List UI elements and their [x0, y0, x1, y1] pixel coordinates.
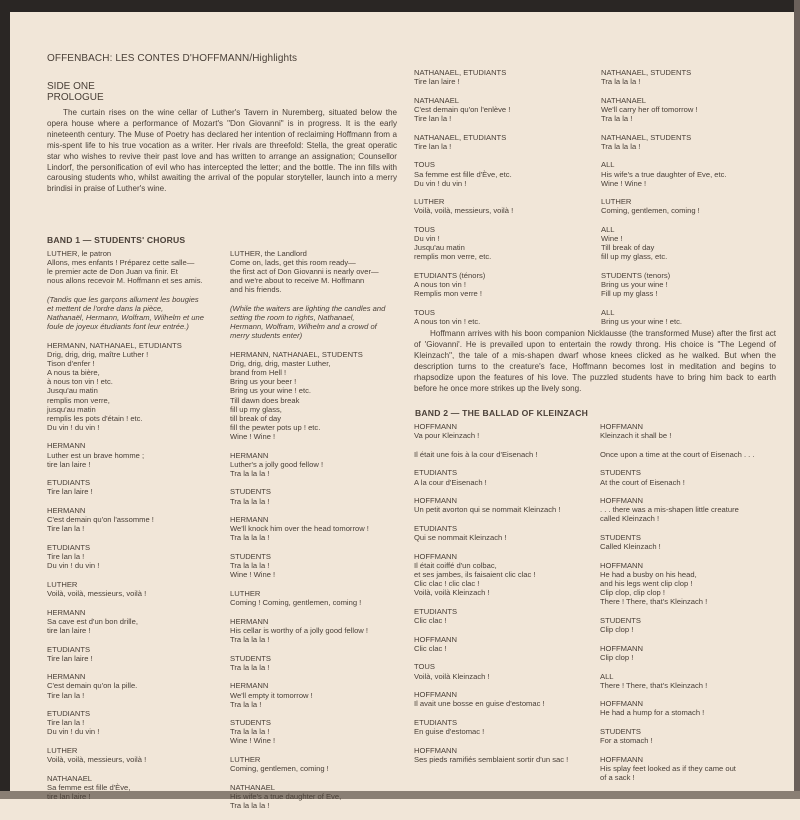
libretto-line: En guise d'estomac ! — [414, 727, 485, 737]
libretto-line: STUDENTS — [600, 727, 641, 737]
libretto-line: HOFFMANN — [414, 422, 458, 431]
libretto-page — [10, 12, 794, 811]
dialogue-block — [47, 441, 227, 468]
dialogue-block — [414, 607, 599, 625]
dialogue-block — [47, 341, 227, 432]
libretto-line: Hermann, Wolfram, Wilhelm and a crowd of — [230, 322, 377, 332]
libretto-line: NATHANAEL — [414, 95, 460, 105]
band1-cont-english-column — [601, 68, 781, 336]
libretto-line: Luther's a jolly good fellow ! — [230, 459, 324, 469]
libretto-line: STUDENTS — [230, 487, 271, 497]
libretto-line: et mettent de l'ordre dans la pièce, — [47, 304, 164, 314]
libretto-line: Du vin ! du vin ! — [47, 727, 100, 737]
libretto-line: ALL — [601, 307, 615, 317]
dialogue-block — [47, 478, 227, 496]
libretto-line: HOFFMANN — [600, 754, 644, 764]
libretto-line: Voilà, voilà, messieurs, voilà ! — [47, 588, 147, 598]
dialogue-block — [230, 654, 408, 672]
libretto-line: brand from Hell ! — [230, 368, 287, 378]
dialogue-block — [601, 133, 781, 151]
libretto-line: C'est demain qu'on la pille. — [47, 681, 138, 691]
dialogue-block — [414, 160, 599, 187]
libretto-line: tire lan laire ! — [47, 625, 91, 635]
libretto-line: NATHANAEL — [47, 773, 93, 783]
side-label: SIDE ONE — [47, 81, 95, 92]
libretto-line: LUTHER — [47, 746, 78, 756]
libretto-line: Qui se nommait Kleinzach ! — [414, 533, 507, 543]
libretto-line: Bring us your wine ! etc. — [230, 386, 312, 396]
libretto-line: Tra la la la ! — [230, 727, 270, 737]
libretto-line: Tire lan laire ! — [47, 653, 93, 663]
libretto-line: jusqu'au matin — [47, 404, 96, 414]
libretto-line: HOFFMANN — [600, 643, 644, 653]
dialogue-block — [600, 672, 780, 690]
libretto-line: His wife's a true daughter of Eve, etc. — [601, 169, 727, 179]
libretto-line: fill up my glass, — [230, 404, 282, 414]
libretto-line: We'll carry her off tomorrow ! — [601, 104, 698, 114]
libretto-line: . . . there was a mis-shapen little creature — [600, 505, 739, 515]
libretto-line: We'll empty it tomorrow ! — [230, 690, 313, 700]
dialogue-block — [230, 487, 408, 505]
libretto-line: ETUDIANTS — [414, 718, 458, 727]
libretto-line: ETUDIANTS — [47, 543, 91, 552]
band1-heading: BAND 1 — STUDENTS' CHORUS — [47, 235, 186, 245]
dialogue-block — [600, 450, 780, 459]
libretto-line: Va pour Kleinzach ! — [414, 431, 480, 441]
libretto-line: Tra la la la ! — [230, 634, 270, 644]
libretto-line: Tire lan la ! — [47, 552, 85, 562]
libretto-line: Tra la la ! — [230, 699, 262, 709]
dialogue-block — [601, 197, 781, 215]
dialogue-block — [47, 506, 227, 533]
libretto-line: Tra la la la ! — [230, 533, 270, 543]
libretto-line: remplis mon verre, etc. — [414, 252, 492, 262]
libretto-line: Du vin ! du vin ! — [47, 561, 100, 571]
libretto-line: Luther est un brave homme ; — [47, 450, 145, 460]
libretto-line: Tra la la la ! — [230, 561, 270, 571]
libretto-line: Sa cave est d'un bon drille, — [47, 616, 138, 626]
libretto-line: HOFFMANN — [414, 496, 458, 506]
dialogue-block — [600, 755, 780, 782]
libretto-line: merry students enter) — [230, 331, 303, 341]
libretto-line: of a sack ! — [600, 773, 635, 783]
libretto-line: Tison d'enfer ! — [47, 359, 95, 369]
dialogue-block — [414, 68, 599, 86]
libretto-line: LUTHER, the Landlord — [230, 249, 307, 258]
libretto-line: We'll knock him over the head tomorrow ! — [230, 524, 369, 534]
libretto-line: Drig, drig, drig, master Luther, — [230, 359, 331, 369]
band2-english-column — [600, 422, 780, 792]
dialogue-block — [414, 468, 599, 486]
libretto-line: et ses jambes, ils faisaient clic clac ! — [414, 570, 536, 579]
libretto-line: Jusqu'au matin — [47, 386, 98, 396]
libretto-line: Wine ! Wine ! — [230, 431, 276, 441]
libretto-line: ALL — [601, 160, 615, 170]
libretto-line: fill the pewter pots up ! etc. — [230, 422, 321, 432]
dialogue-block — [47, 543, 227, 570]
libretto-line: HERMANN, NATHANAEL, ETUDIANTS — [47, 340, 182, 350]
dialogue-block — [230, 515, 408, 542]
libretto-line: Sa femme est fille d'Ève, — [47, 782, 131, 792]
libretto-line: NATHANAEL, STUDENTS — [601, 132, 692, 142]
story-text: Hoffmann arrives with his boon companion Nicklausse (the transformed Muse) after the first act of 'Giovanni'. He is prevailed upon to entertain the rowdy throng. His choice is "The Legend of Kleinzach", the tale of a mis-shapen dwarf whose knees clicked as he walked. But when the description turns to the creature's face, Hoffmann becomes lost in meditation and begins to rhapsodize upon the features of his love. The puzzled students have to bring him back to earth before he once more strikes up the lively song. — [414, 329, 776, 393]
libretto-line: TOUS — [414, 662, 435, 672]
libretto-line: Du vin ! du vin ! — [47, 422, 100, 432]
libretto-line: tire lan laire ! — [47, 792, 91, 802]
dialogue-block — [414, 422, 599, 440]
libretto-line: Till break of day — [601, 243, 655, 253]
dialogue-block — [414, 662, 599, 680]
scan-edge-left — [0, 0, 10, 799]
dialogue-block — [601, 308, 781, 326]
libretto-line: Sa femme est fille d'Ève, etc. — [414, 169, 512, 179]
libretto-line: ALL — [600, 671, 614, 681]
libretto-line: Voilà, voilà, messieurs, voilà ! — [47, 755, 147, 765]
libretto-line: HERMANN — [47, 441, 86, 451]
libretto-line: Clic clac ! — [414, 643, 447, 653]
libretto-line: HERMANN — [47, 607, 86, 617]
libretto-line: C'est demain qu'on l'enlève ! — [414, 104, 511, 114]
libretto-line: Tra la la ! — [601, 113, 633, 123]
libretto-line: Bring us your wine ! — [601, 280, 668, 290]
libretto-line: Tire lan la ! — [47, 718, 85, 728]
libretto-line: HOFFMANN — [414, 551, 458, 561]
libretto-line: HOFFMANN — [414, 745, 458, 755]
libretto-line: Clip clop ! — [600, 652, 634, 662]
libretto-line: STUDENTS (tenors) — [601, 271, 671, 281]
libretto-line: TOUS — [414, 225, 435, 235]
libretto-line: Nathanaël, Hermann, Wolfram, Wilhelm et une — [47, 313, 204, 323]
dialogue-block — [47, 580, 227, 598]
dialogue-block — [414, 496, 599, 514]
libretto-line: Coming, gentlemen, coming ! — [230, 764, 329, 774]
libretto-line: Bring us your beer ! — [230, 377, 297, 387]
libretto-line: Voilà, voilà, messieurs, voilà ! — [414, 206, 514, 216]
libretto-line: HERMANN — [230, 515, 269, 525]
libretto-line: Coming, gentlemen, coming ! — [601, 206, 700, 216]
libretto-line: ETUDIANTS — [414, 524, 458, 534]
libretto-line: A nous ton vin ! — [414, 280, 466, 290]
libretto-line: Il était une fois à la cour d'Eisenach ! — [414, 449, 538, 459]
libretto-line: and we're about to receive M. Hoffmann — [230, 276, 365, 286]
prologue-paragraph — [47, 108, 397, 195]
libretto-line: STUDENTS — [600, 533, 641, 543]
libretto-line: Drig, drig, drig, maître Luther ! — [47, 350, 149, 360]
libretto-line: Voilà, voilà Kleinzach ! — [414, 671, 490, 681]
dialogue-block — [230, 783, 408, 810]
dialogue-block — [601, 160, 781, 187]
scan-edge-top — [0, 0, 800, 12]
libretto-line: ETUDIANTS (ténors) — [414, 271, 486, 281]
libretto-line: STUDENTS — [230, 718, 271, 728]
libretto-line: Jusqu'au matin — [414, 243, 465, 253]
libretto-line: and his friends. — [230, 285, 282, 295]
libretto-line: STUDENTS — [230, 552, 271, 562]
section-label: PROLOGUE — [47, 92, 104, 103]
libretto-line: Tra la la la ! — [601, 141, 641, 151]
libretto-line: Called Kleinzach ! — [600, 542, 661, 552]
libretto-line: (Tandis que les garçons allument les bougies — [47, 294, 199, 304]
dialogue-block — [414, 524, 599, 542]
libretto-line: tire lan laire ! — [47, 459, 91, 469]
dialogue-block — [230, 681, 408, 708]
libretto-line: TOUS — [414, 160, 435, 170]
libretto-line: Il avait une bosse en guise d'estomac ! — [414, 699, 545, 709]
libretto-line: ETUDIANTS — [414, 606, 458, 616]
libretto-line: Kleinzach it shall be ! — [600, 431, 672, 441]
dialogue-block — [600, 699, 780, 717]
dialogue-block — [601, 271, 781, 298]
libretto-line: Tra la la la ! — [230, 662, 270, 672]
libretto-line: His cellar is worthy of a jolly good fellow ! — [230, 625, 369, 635]
libretto-line: remplis les pots d'étain ! etc. — [47, 413, 143, 423]
stage-direction — [230, 304, 408, 340]
dialogue-block — [601, 96, 781, 123]
dialogue-block — [601, 68, 781, 86]
dialogue-block — [47, 709, 227, 736]
libretto-line: nous allons recevoir M. Hoffmann et ses amis. — [47, 276, 203, 286]
libretto-line: Fill up my glass ! — [601, 289, 658, 299]
libretto-line: Ses pieds ramifiés semblaient sortir d'un sac ! — [414, 754, 569, 764]
libretto-line: HERMANN, NATHANAEL, STUDENTS — [230, 350, 363, 360]
libretto-line: At the court of Eisenach ! — [600, 477, 685, 487]
libretto-line: à nous ton vin ! etc. — [47, 377, 113, 387]
libretto-line: LUTHER — [414, 197, 445, 207]
libretto-line: Once upon a time at the court of Eisenach . . . — [600, 449, 755, 459]
libretto-line: His splay feet looked as if they came out — [600, 763, 736, 773]
libretto-line: NATHANAEL — [230, 782, 276, 792]
libretto-line: Till dawn does break — [230, 395, 300, 405]
libretto-line: Du vin ! du vin ! — [414, 178, 467, 188]
libretto-line: LUTHER — [230, 755, 261, 765]
dialogue-block — [230, 552, 408, 579]
dialogue-block — [47, 774, 227, 801]
libretto-line: He had a hump for a stomach ! — [600, 708, 705, 718]
libretto-line: HOFFMANN — [600, 422, 644, 431]
libretto-line: setting the room to rights, Nathanael, — [230, 313, 355, 323]
libretto-line: LUTHER — [601, 197, 632, 207]
libretto-line: NATHANAEL, ETUDIANTS — [414, 132, 507, 142]
libretto-line: STUDENTS — [230, 653, 271, 663]
libretto-line: Tra la la la ! — [601, 77, 641, 87]
dialogue-block — [414, 225, 599, 261]
libretto-line: HERMANN — [47, 506, 86, 516]
libretto-line: le premier acte de Don Juan va finir. Et — [47, 267, 178, 277]
libretto-line: LUTHER — [47, 579, 78, 589]
libretto-line: Tire lan la ! — [47, 690, 85, 700]
dialogue-block — [600, 468, 780, 486]
libretto-line: Un petit avorton qui se nommait Kleinzach ! — [414, 505, 561, 515]
dialogue-block — [414, 718, 599, 736]
stage-direction — [47, 295, 227, 331]
libretto-line: Tra la la la ! — [230, 468, 270, 478]
libretto-line: Tire lan la ! — [47, 524, 85, 534]
dialogue-block — [414, 96, 599, 123]
libretto-line: STUDENTS — [600, 468, 641, 478]
dialogue-block — [47, 746, 227, 764]
libretto-line: Allons, mes enfants ! Préparez cette salle— — [47, 258, 195, 268]
libretto-line: Remplis mon verre ! — [414, 289, 482, 299]
dialogue-block — [600, 496, 780, 523]
band2-heading: BAND 2 — THE BALLAD OF KLEINZACH — [415, 408, 589, 418]
band1-french-column — [47, 249, 227, 811]
dialogue-block — [414, 746, 599, 764]
libretto-line: called Kleinzach ! — [600, 514, 660, 524]
libretto-line: ETUDIANTS — [47, 478, 91, 488]
libretto-line: HOFFMANN — [414, 634, 458, 644]
libretto-line: Wine ! Wine ! — [230, 736, 276, 746]
libretto-line: Come on, lads, get this room ready— — [230, 258, 356, 268]
dialogue-block — [47, 608, 227, 635]
libretto-line: NATHANAEL, ETUDIANTS — [414, 68, 507, 77]
libretto-line: For a stomach ! — [600, 736, 653, 746]
dialogue-block — [230, 350, 408, 441]
libretto-line: Tra la la la ! — [230, 496, 270, 506]
dialogue-block — [47, 645, 227, 663]
libretto-line: HOFFMANN — [600, 560, 644, 570]
scan-edge-right — [794, 0, 800, 799]
dialogue-block — [230, 617, 408, 644]
dialogue-block — [414, 635, 599, 653]
dialogue-block — [414, 197, 599, 215]
band2-french-column — [414, 422, 599, 774]
libretto-line: foule de joyeux étudiants font leur entrée.) — [47, 322, 189, 332]
dialogue-block — [414, 308, 599, 326]
libretto-line: Tra la la la ! — [230, 801, 270, 811]
libretto-line: HERMANN — [47, 672, 86, 682]
libretto-line: Wine ! — [601, 234, 623, 244]
libretto-line: NATHANAEL, STUDENTS — [601, 68, 692, 77]
libretto-line: fill up my glass, etc. — [601, 252, 668, 262]
libretto-line: HERMANN — [230, 616, 269, 626]
dialogue-block — [230, 755, 408, 773]
dialogue-block — [414, 552, 599, 597]
libretto-line: Bring us your wine ! etc. — [601, 317, 683, 327]
dialogue-block — [414, 690, 599, 708]
libretto-line: LUTHER — [230, 588, 261, 598]
libretto-line: Voilà, voilà Kleinzach ! — [414, 588, 490, 598]
libretto-line: till break of day — [230, 413, 282, 423]
libretto-line: His wife's a true daughter of Eve, — [230, 792, 342, 802]
page-title: OFFENBACH: LES CONTES D'HOFFMANN/Highlights — [47, 53, 298, 64]
story-paragraph — [414, 329, 776, 394]
libretto-line: Clic clac ! clic clac ! — [414, 579, 480, 589]
libretto-line: HERMANN — [230, 450, 269, 460]
dialogue-block — [600, 616, 780, 634]
libretto-line: There ! There, that's Kleinzach ! — [600, 680, 708, 690]
libretto-line: NATHANAEL — [601, 95, 647, 105]
dialogue-block — [414, 450, 599, 459]
side-heading — [47, 81, 104, 103]
libretto-line: ETUDIANTS — [414, 468, 458, 478]
dialogue-block — [600, 422, 780, 440]
libretto-line: ALL — [601, 225, 615, 235]
libretto-line: Wine ! Wine ! — [601, 178, 647, 188]
band1-english-column — [230, 249, 408, 820]
libretto-line: Coming ! Coming, gentlemen, coming ! — [230, 598, 362, 608]
libretto-line: There ! There, that's Kleinzach ! — [600, 597, 708, 607]
libretto-line: Clic clac ! — [414, 615, 447, 625]
libretto-line: STUDENTS — [600, 615, 641, 625]
dialogue-block — [230, 249, 408, 294]
libretto-line: ETUDIANTS — [47, 644, 91, 654]
libretto-line: Tire lan la ! — [414, 141, 452, 151]
libretto-line: TOUS — [414, 307, 435, 317]
libretto-line: A nous ton vin ! etc. — [414, 317, 481, 327]
dialogue-block — [414, 271, 599, 298]
libretto-line: HOFFMANN — [414, 690, 458, 700]
libretto-line: HOFFMANN — [600, 699, 644, 709]
libretto-line: Du vin ! — [414, 234, 440, 244]
dialogue-block — [600, 533, 780, 551]
libretto-line: Il était coiffé d'un colbac, — [414, 560, 497, 570]
dialogue-block — [47, 672, 227, 699]
libretto-line: ETUDIANTS — [47, 709, 91, 719]
libretto-line: Clip clop, clip clop ! — [600, 588, 665, 598]
libretto-line: Wine ! Wine ! — [230, 570, 276, 580]
libretto-line: He had a busby on his head, — [600, 570, 697, 579]
dialogue-block — [601, 225, 781, 261]
libretto-line: the first act of Don Giovanni is nearly over— — [230, 267, 379, 277]
libretto-line: HOFFMANN — [600, 496, 644, 506]
libretto-line: and his legs went clip clop ! — [600, 579, 693, 589]
dialogue-block — [230, 718, 408, 745]
dialogue-block — [414, 133, 599, 151]
dialogue-block — [600, 727, 780, 745]
libretto-line: remplis mon verre, — [47, 395, 110, 405]
band1-cont-french-column — [414, 68, 599, 336]
dialogue-block — [600, 644, 780, 662]
libretto-line: (While the waiters are lighting the candles and — [230, 304, 386, 314]
prologue-text: The curtain rises on the wine cellar of Luther's Tavern in Nuremberg, situated below the opera house where a performance of Mozart's "Don Giovanni" is in progress. It is the early nineteenth century. The Muse of Poetry has declared her intention of reclaiming Hoffmann from a mis-spent life to his true vocation as a writer. Her rivals are threefold: Stella, the great operatic star who wishes to revive their past love and has written to arrange an assignation; Counsellor Lindorf, the personification of evil who has intercepted the letter; and the bottle. The inn fills with carousing students who, whilst awaiting the arrival of the popular storyteller, launch into a merry brindisi in praise of Luther's wine. — [47, 108, 397, 194]
dialogue-block — [230, 589, 408, 607]
libretto-line: LUTHER, le patron — [47, 249, 112, 258]
libretto-line: Clip clop ! — [600, 625, 634, 635]
libretto-line: Tire lan la ! — [414, 113, 452, 123]
libretto-line: A la cour d'Eisenach ! — [414, 477, 487, 487]
libretto-line: C'est demain qu'on l'assomme ! — [47, 515, 154, 525]
dialogue-block — [47, 249, 227, 285]
libretto-line: Tire lan laire ! — [414, 77, 460, 87]
libretto-line: A nous ta bière, — [47, 368, 100, 378]
libretto-line: HERMANN — [230, 681, 269, 691]
dialogue-block — [600, 561, 780, 606]
libretto-line: Tire lan laire ! — [47, 487, 93, 497]
dialogue-block — [230, 451, 408, 478]
